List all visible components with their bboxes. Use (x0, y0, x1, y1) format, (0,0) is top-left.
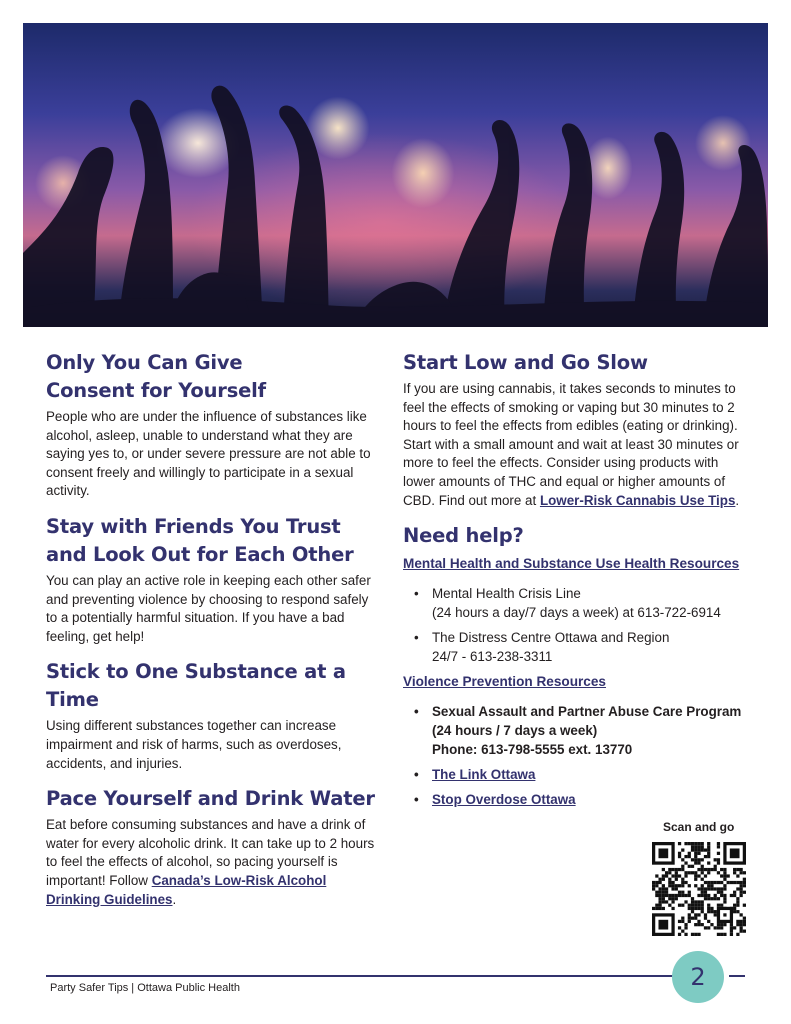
pace-body-text: Eat before consuming substances and have a drink of water for every alcoholic drink. It can take up to 2 hours to feel the effects of alcohol, so pacing yourself is important! Follow (46, 817, 375, 888)
list-item (432, 790, 748, 809)
hero-concert-image (23, 23, 768, 327)
pace-heading: Pace Yourself and Drink Water (46, 787, 375, 811)
pace-body-tail: . (172, 891, 177, 907)
pace-body (46, 816, 376, 909)
distress-centre-phone: 24/7 - 613-238-3311 (432, 649, 553, 665)
crisis-line-hours: (24 hours a day/7 days a week) at 613-722-6914 (432, 605, 721, 621)
violence-prevention-link[interactable]: Violence Prevention Resources (403, 674, 606, 690)
page-number-badge: 2 (672, 951, 724, 1003)
start-low-body-tail: . (735, 492, 740, 508)
consent-heading-line1: Only You Can Give (46, 351, 243, 374)
friends-heading-line2: and Look Out for Each Other (46, 542, 354, 566)
mental-health-resources-link[interactable]: Mental Health and Substance Use Health Resources (403, 556, 740, 572)
link-ottawa-link[interactable]: The Link Ottawa (432, 767, 536, 783)
start-low-body (403, 380, 748, 510)
footer-divider (46, 975, 673, 977)
left-column (46, 349, 376, 921)
sapacp-hours: (24 hours / 7 days a week) (432, 723, 598, 739)
one-substance-body: Using different substances together can increase impairment and risk of harms, such as overdoses, accidents, and injuries. (46, 718, 342, 771)
one-substance-section (46, 658, 376, 773)
start-low-body-text: If you are using cannabis, it takes seconds to minutes to feel the effects of smoking or vaping but 30 minutes to 2 hours to feel the effects from edibles (eating or drinking). Start with a small amount and wait at least 30 minutes or more to feel the effects. Consider using products with lower amounts of THC and equal or higher amounts of CBD. Find out more at (403, 381, 739, 508)
list-item (432, 702, 748, 759)
violence-list (403, 702, 748, 809)
stop-overdose-link[interactable]: Stop Overdose Ottawa (432, 792, 576, 808)
friends-heading (46, 513, 376, 569)
friends-body: You can play an active role in keeping each other safer and preventing violence by choosing to respond safely to a potentially harmful situation. If you have a bad feeling, get help! (46, 572, 371, 644)
footer-divider-right (729, 975, 745, 977)
qr-code-icon[interactable] (652, 842, 746, 936)
crisis-line-name: • Mental Health Crisis Line (432, 586, 581, 602)
start-low-section (403, 349, 748, 510)
one-substance-heading: Stick to One Substance at a Time (46, 660, 346, 712)
friends-section (46, 513, 376, 646)
crowd-silhouette (23, 23, 768, 327)
footer-text: Party Safer Tips | Ottawa Public Health (50, 982, 240, 994)
alcohol-guidelines-link[interactable]: Canada’s Low-Risk Alcohol Drinking Guidelines (46, 872, 327, 907)
consent-heading-line2: Consent for Yourself (46, 379, 266, 402)
distress-centre-name: • The Distress Centre Ottawa and Region (432, 630, 670, 646)
list-item (432, 584, 748, 622)
right-column (403, 349, 748, 821)
sapacp-name: • Sexual Assault and Partner Abuse Care Program (432, 704, 742, 720)
list-item (432, 628, 748, 666)
friends-heading-line1: Stay with Friends You Trust (46, 514, 341, 538)
sapacp-phone: Phone: 613-798-5555 ext. 13770 (432, 742, 633, 758)
start-low-heading: Start Low and Go Slow (403, 351, 648, 374)
list-item (432, 765, 748, 784)
mental-health-list (403, 584, 748, 666)
consent-body: People who are under the influence of substances like alcohol, asleep, unable to understand what they are saying yes to, or under severe pressure are not able to consent freely and willingly to participate in a sexual activity. (46, 409, 371, 499)
consent-heading (46, 349, 376, 405)
need-help-heading: Need help? (403, 524, 524, 548)
cannabis-tips-link[interactable]: Lower-Risk Cannabis Use Tips (539, 492, 736, 508)
scan-and-go-label: Scan and go (663, 820, 735, 834)
consent-section (46, 349, 376, 501)
need-help-section (403, 522, 748, 809)
pace-section (46, 785, 376, 909)
